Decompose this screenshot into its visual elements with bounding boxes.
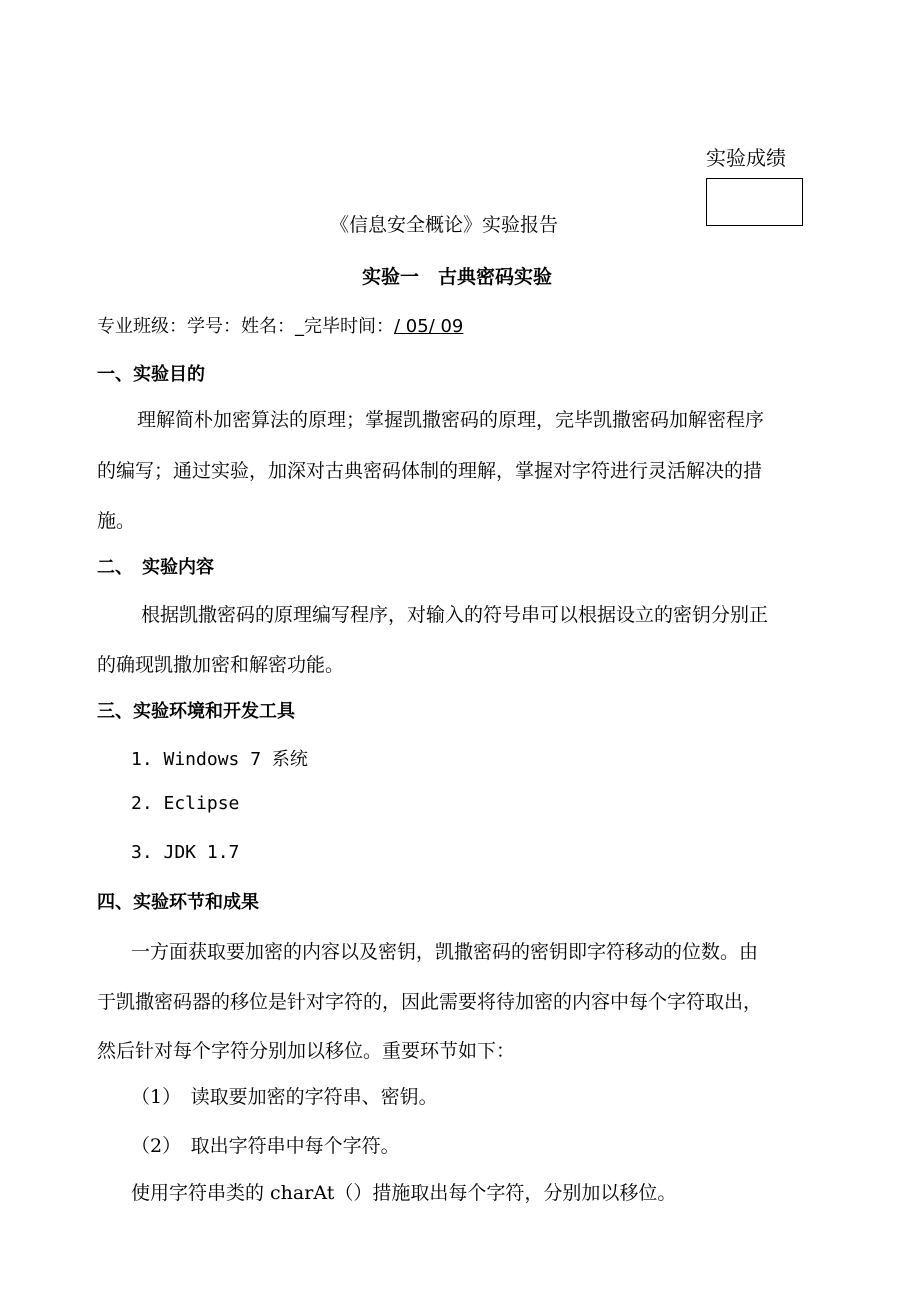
paragraph-line: 一方面获取要加密的内容以及密钥，凯撒密码的密钥即字符移动的位数。由	[131, 941, 759, 963]
list-item-jdk: 3. JDK 1.7	[131, 842, 240, 863]
student-info-line	[97, 312, 463, 338]
grade-box	[706, 178, 803, 226]
step-item: （2） 取出字符串中每个字符。	[131, 1135, 400, 1157]
student-info-prefix: 专业班级：学号：姓名：_完毕时间：	[97, 316, 394, 337]
completion-date: / 05/ 09	[394, 316, 464, 337]
paragraph-line: 于凯撒密码器的移位是针对字符的，因此需要将待加密的内容中每个字符取出，	[97, 991, 763, 1013]
paragraph-line: 根据凯撒密码的原理编写程序，对输入的符号串可以根据设立的密钥分别正	[141, 604, 769, 626]
paragraph-line: 使用字符串类的 charAt（）措施取出每个字符，分别加以移位。	[131, 1182, 677, 1204]
experiment-title: 实验一 古典密码实验	[362, 266, 553, 288]
list-item-windows: 1. Windows 7 系统	[131, 749, 308, 770]
paragraph-line: 施。	[97, 510, 136, 532]
paragraph-line: 的确现凯撒加密和解密功能。	[97, 654, 345, 676]
section-heading-content: 二、 实验内容	[97, 557, 214, 578]
paragraph-line: 的编写；通过实验，加深对古典密码体制的理解，掌握对字符进行灵活解决的措	[97, 460, 763, 482]
step-item: （1） 读取要加密的字符串、密钥。	[131, 1086, 438, 1108]
section-heading-steps: 四、实验环节和成果	[97, 892, 259, 913]
section-heading-objective: 一、实验目的	[97, 364, 205, 385]
document-title: 《信息安全概论》实验报告	[330, 214, 559, 236]
list-item-eclipse: 2. Eclipse	[131, 793, 240, 814]
section-heading-environment: 三、实验环境和开发工具	[97, 701, 295, 722]
paragraph-line: 然后针对每个字符分别加以移位。重要环节如下：	[97, 1040, 516, 1062]
grade-label: 实验成绩	[706, 146, 786, 170]
paragraph-line: 理解简朴加密算法的原理；掌握凯撒密码的原理，完毕凯撒密码加解密程序	[137, 409, 765, 431]
